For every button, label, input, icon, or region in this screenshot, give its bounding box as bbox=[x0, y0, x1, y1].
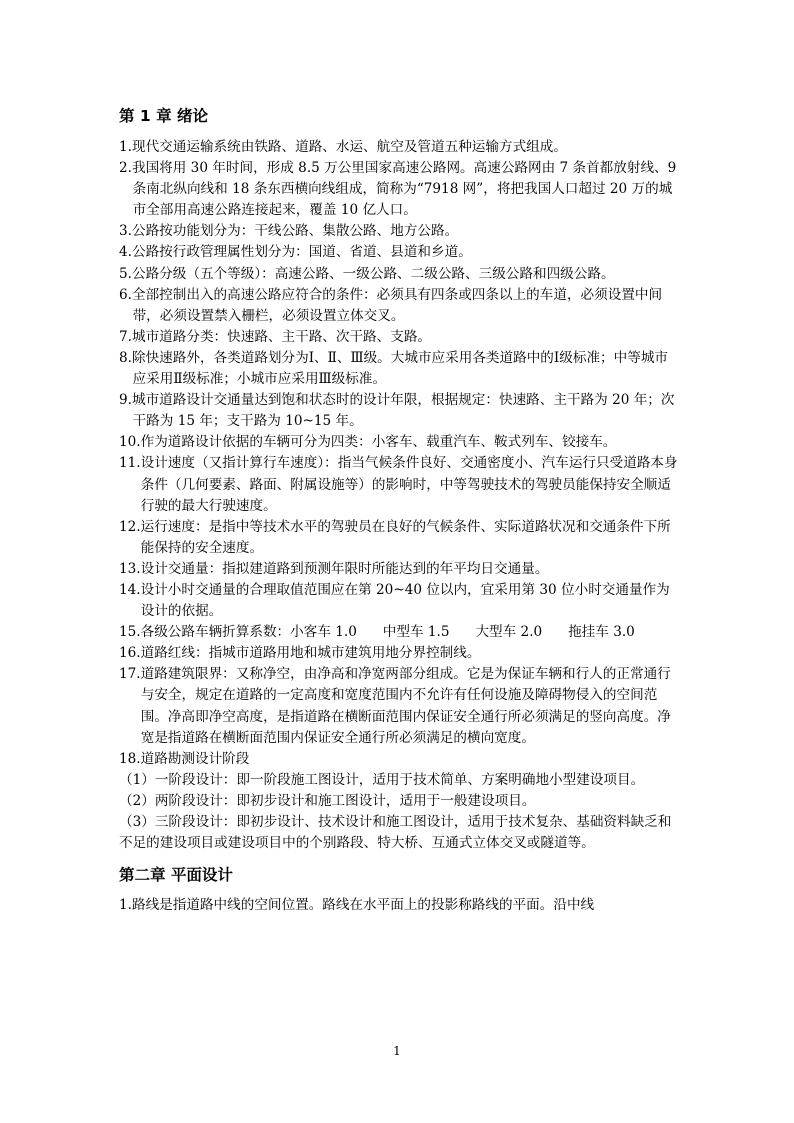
list-item: 18.道路勘测设计阶段 bbox=[119, 750, 250, 767]
list-item: 8.除快速路外，各类道路划分为Ⅰ、Ⅱ、Ⅲ级。大城市应采用各类道路中的Ⅰ级标准；中等城市应采用Ⅱ级标准；小城市应采用Ⅲ级标准。 bbox=[119, 349, 669, 388]
list-item: 5.公路分级（五个等级）：高速公路、一级公路、二级公路、三级公路和四级公路。 bbox=[119, 265, 615, 282]
chapter-1-title: 第 1 章 绪论 bbox=[119, 107, 208, 125]
list-item: 15.各级公路车辆折算系数：小客车 1.0 中型车 1.5 大型车 2.0 拖挂车 3.0 bbox=[119, 624, 635, 641]
document-page bbox=[119, 100, 681, 916]
list-item: 7.城市道路分类：快速路、主干路、次干路、支路。 bbox=[119, 328, 432, 345]
list-item: 11.设计速度（又指计算行车速度）：指当气候条件良好、交通密度小、汽车运行只受道路本身条件（几何要素、路面、附属设施等）的影响时，中等驾驶技术的驾驶员能保持安全顺适行驶的最大行驶速度。 bbox=[119, 455, 678, 514]
list-item: 10.作为道路设计依据的车辆可分为四类：小客车、载重汽车、鞍式列车、铰接车。 bbox=[119, 434, 617, 451]
list-item: 13.设计交通量：指拟建道路到预测年限时所能达到的年平均日交通量。 bbox=[119, 560, 549, 577]
list-item: 3.公路按功能划分为：干线公路、集散公路、地方公路。 bbox=[119, 223, 459, 240]
chapter-2-title: 第二章 平面设计 bbox=[119, 866, 233, 885]
design-stage-item: （3）三阶段设计：即初步设计、技术设计和施工图设计，适用于技术复杂、基础资料缺乏和不足的建设项目或建设项目中的个别路段、特大桥、互通式立体交叉或隧道等。 bbox=[119, 814, 672, 852]
list-item: 4.公路按行政管理属性划分为：国道、省道、县道和乡道。 bbox=[119, 244, 472, 261]
list-item: 17.道路建筑限界：又称净空，由净高和净宽两部分组成。它是为保证车辆和行人的正常通行与安全，规定在道路的一定高度和宽度范围内不允许有任何设施及障碍物侵入的空间范围。净高即净空高度，是指道路在横断面范围内保证安全通行所必须满足的竖向高度。净宽是指道路在横断面范围内保证安全通行所必须满足的横向宽度。 bbox=[119, 666, 671, 746]
design-stage-item: （2）两阶段设计：即初步设计和施工图设计，适用于一般建设项目。 bbox=[119, 792, 536, 809]
list-item: 9.城市道路设计交通量达到饱和状态时的设计年限，根据规定：快速路、主干路为 20 年；次干路为 15 年；支干路为 10~15 年。 bbox=[119, 392, 675, 430]
list-item: 1.路线是指道路中线的空间位置。路线在水平面上的投影称路线的平面。沿中线 bbox=[119, 897, 595, 914]
design-stage-item: （1）一阶段设计：即一阶段施工图设计，适用于技术简单、方案明确地小型建设项目。 bbox=[119, 771, 645, 788]
list-item: 14.设计小时交通量的合理取值范围应在第 20~40 位以内，宜采用第 30 位小时交通量作为设计的依据。 bbox=[119, 581, 670, 620]
list-item: 16.道路红线：指城市道路用地和城市建筑用地分界控制线。 bbox=[119, 645, 481, 662]
list-item: 1.现代交通运输系统由铁路、道路、水运、航空及管道五种运输方式组成。 bbox=[119, 139, 567, 155]
page-number: 1 bbox=[393, 1044, 401, 1058]
list-item: 2.我国将用 30 年时间，形成 8.5 万公里国家高速公路网。高速公路网由 7 条首都放射线、9 条南北纵向线和 18 条东西横向线组成，简称为“7918 网”，将把我国人口超过 20 万的城市全部用高速公路连接起来，覆盖 10 亿人口。 bbox=[119, 160, 677, 219]
list-item: 6.全部控制出入的高速公路应符合的条件：必须具有四条或四条以上的车道，必须设置中间带，必须设置禁入栅栏，必须设置立体交叉。 bbox=[119, 286, 663, 324]
list-item: 12.运行速度：是指中等技术水平的驾驶员在良好的气候条件、实际道路状况和交通条件下所能保持的安全速度。 bbox=[119, 518, 671, 556]
